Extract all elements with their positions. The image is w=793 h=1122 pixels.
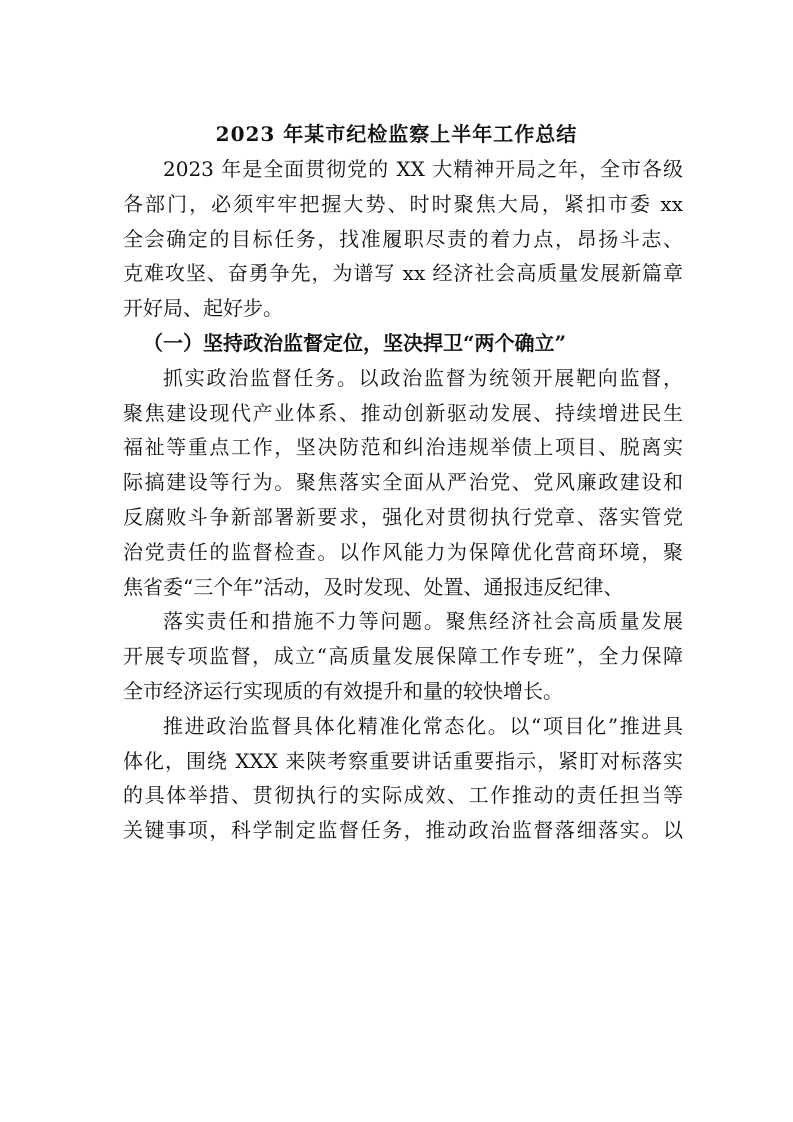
text-line: 克难攻坚、奋勇争先，为谱写 xx 经济社会高质量发展新篇章: [123, 261, 683, 286]
text-line: 全会确定的目标任务，找准履职尽责的着力点，昂扬斗志、: [123, 226, 683, 251]
text-line: 治党责任的监督检查。以作风能力为保障优化营商环境，聚: [123, 539, 683, 564]
text-line: 全市经济运行实现质的有效提升和量的较快增长。: [123, 678, 563, 703]
paragraph-precision-supervision: [123, 709, 683, 848]
text-line: 的具体举措、贯彻执行的实际成效、工作推动的责任担当等: [123, 783, 683, 808]
text-line: 体化，围绕 XXX 来陕考察重要讲话重要指示，紧盯对标落实: [123, 748, 683, 773]
text-line: 开展专项监督，成立“高质量发展保障工作专班”，全力保障: [123, 644, 683, 669]
text-line: 落实责任和措施不力等问题。聚焦经济社会高质量发展: [163, 609, 683, 634]
paragraph-political-supervision: [123, 361, 683, 605]
text-line: 反腐败斗争新部署新要求，强化对贯彻执行党章、落实管党: [123, 504, 683, 529]
text-line: 开好局、起好步。: [123, 296, 283, 321]
intro-paragraph: [123, 152, 683, 326]
paragraph-special-supervision: [123, 604, 683, 708]
text-line: 推进政治监督具体化精准化常态化。以“项目化”推进具: [163, 713, 683, 738]
document-body: [123, 152, 683, 848]
text-line: 际搞建设等行为。聚焦落实全面从严治党、党风廉政建设和: [123, 470, 683, 495]
text-line: 福祉等重点工作，坚决防范和纠治违规举债上项目、脱离实: [123, 435, 683, 460]
text-line: 各部门，必须牢牢把握大势、时时聚焦大局，紧扣市委 xx: [123, 191, 683, 216]
text-line: 抓实政治监督任务。以政治监督为统领开展靶向监督，: [163, 365, 683, 390]
text-line: 焦省委“三个年”活动，及时发现、处置、通报违反纪律、: [123, 574, 624, 599]
text-line: 聚焦建设现代产业体系、推动创新驱动发展、持续增进民生: [123, 400, 683, 425]
document-title: 2023 年某市纪检监察上半年工作总结: [215, 122, 578, 146]
text-line: 关键事项，科学制定监督任务，推动政治监督落细落实。以: [123, 818, 683, 843]
text-line: 2023 年是全面贯彻党的 XX 大精神开局之年，全市各级: [163, 157, 683, 181]
section-heading: （一）坚持政治监督定位，坚决捍卫“两个确立”: [143, 330, 567, 355]
